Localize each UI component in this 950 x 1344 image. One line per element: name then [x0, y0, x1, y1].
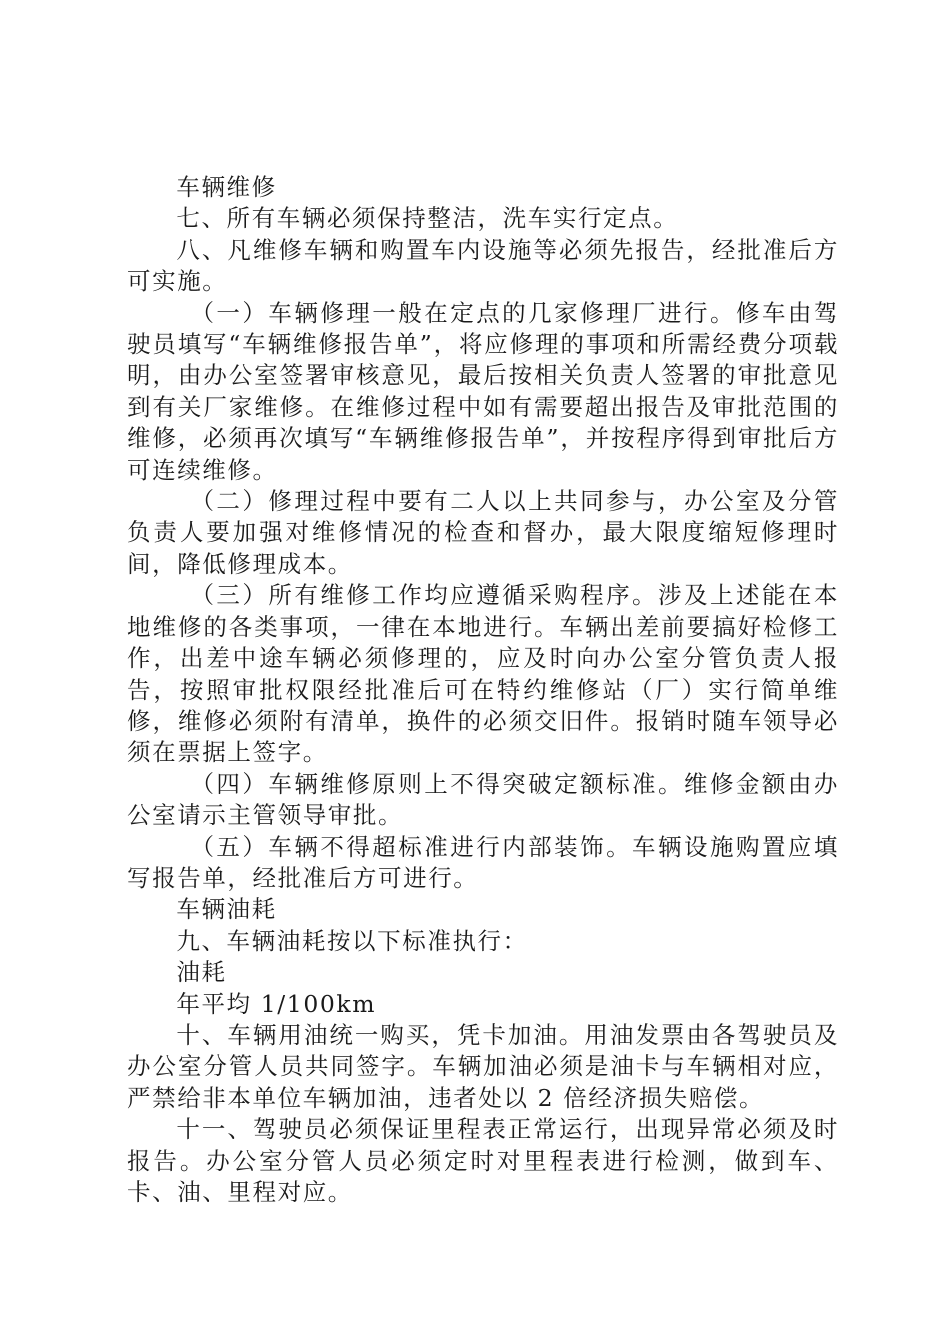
paragraph: 九、车辆油耗按以下标准执行：: [176, 926, 528, 955]
paragraph: 十一、驾驶员必须保证里程表正常运行，出现异常必须及时报告。办公室分管人员必须定时对里程表进行检测，做到车、卡、油、里程对应。: [127, 1115, 839, 1206]
paragraph: 十、车辆用油统一购买，凭卡加油。用油发票由各驾驶员及办公室分管人员共同签字。车辆加油必须是油卡与车辆相对应，严禁给非本单位车辆加油，违者处以 2 倍经济损失赔偿。: [127, 1020, 839, 1112]
paragraph: （三）所有维修工作均应遵循采购程序。涉及上述能在本地维修的各类事项，一律在本地进行。车辆出差前要搞好检修工作，出差中途车辆必须修理的，应及时向办公室分管负责人报告，按照审批权限经批准后可在特约维修站（厂）实行简单维修，维修必须附有清单，换件的必须交旧件。报销时随车领导必须在票据上签字。: [127, 581, 839, 767]
paragraph: （四）车辆维修原则上不得突破定额标准。维修金额由办公室请示主管领导审批。: [127, 769, 839, 830]
paragraph: （五）车辆不得超标准进行内部装饰。车辆设施购置应填写报告单，经批准后方可进行。: [127, 832, 839, 892]
table-header-fuel: 油耗: [176, 958, 227, 987]
paragraph: （二）修理过程中要有二人以上共同参与，办公室及分管负责人要加强对维修情况的检查和督办，最大限度缩短修理时间，降低修理成本。: [127, 487, 839, 578]
table-cell-annual-average: 年平均 1/100km: [176, 989, 377, 1018]
document-body: [127, 172, 839, 1208]
section-heading-vehicle-repair: 车辆维修: [176, 173, 277, 201]
section-heading-fuel-consumption: 车辆油耗: [176, 895, 277, 924]
paragraph: 七、所有车辆必须保持整洁，洗车实行定点。: [176, 204, 679, 233]
paragraph: 八、凡维修车辆和购置车内设施等必须先报告，经批准后方可实施。: [127, 235, 839, 296]
paragraph: （一）车辆修理一般在定点的几家修理厂进行。修车由驾驶员填写“车辆维修报告单”，将应修理的事项和所需经费分项载明，由办公室签署审核意见，最后按相关负责人签署的审批意见到有关厂家维修。在维修过程中如有需要超出报告及审批范围的维修，必须再次填写“车辆维修报告单”，并按程序得到审批后方可连续维修。: [127, 298, 839, 484]
